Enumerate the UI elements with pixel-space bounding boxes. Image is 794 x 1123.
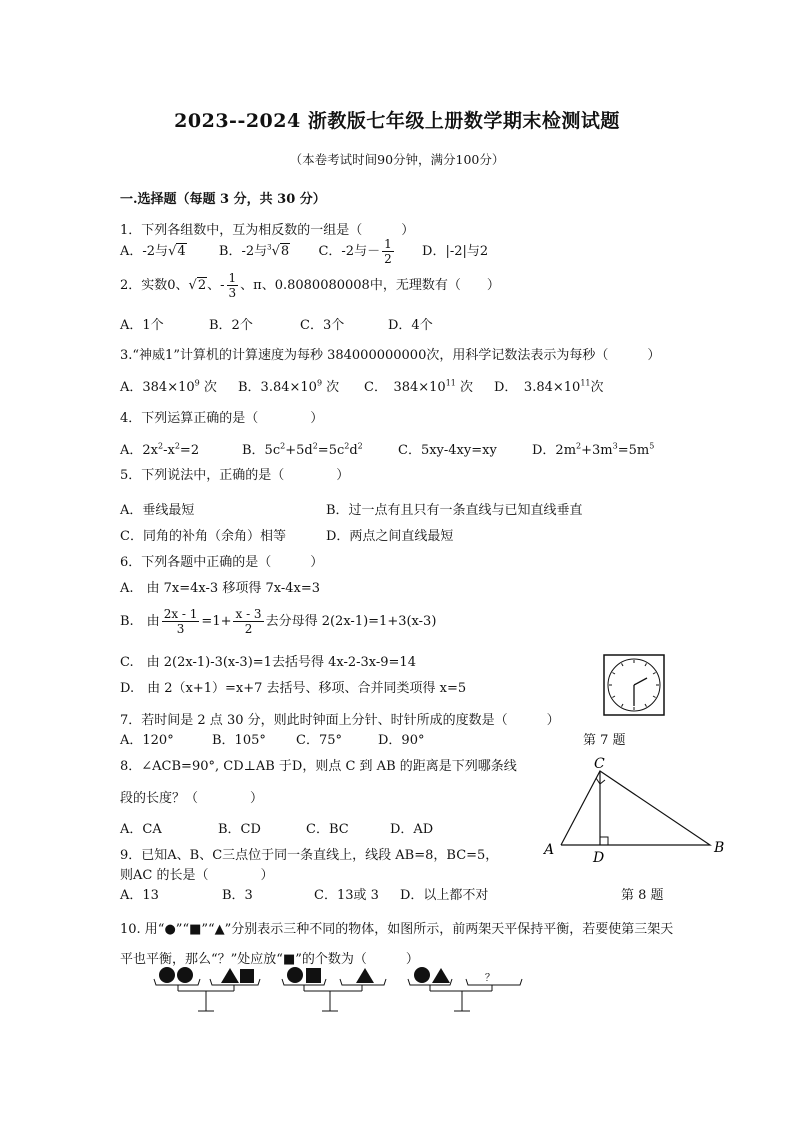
q6-option-b: B. 由 $\frac{2x - 1}{3}$ =1+ $\frac{x - 3}{2}$ 去分母得 2(2x-1)=1+3(x-3) [120,607,437,636]
q8-option-c: C．BC [306,822,349,837]
q10-stem-line2: 平也平衡，那么“？”处应放“■”的个数为（ ） [120,952,419,967]
q7-option-b: B．105° [212,733,266,748]
q2-option-c: C．3个 [300,318,345,333]
q2-option-d: D．4个 [388,318,433,333]
q5-option-b: B．过一点有且只有一条直线与已知直线垂直 [326,503,583,518]
q8-option-a: A．CA [120,822,162,837]
triangle-abc [561,771,710,845]
q5-option-a: A．垂线最短 [120,503,195,518]
label-a: A [544,842,555,858]
q6-option-c: C. 由 2(2x-1)-3(x-3)=1去括号得 4x-2-3x-9=14 [120,655,416,670]
q4-option-c: C．5xy-4xy=xy [398,443,497,458]
hour-hand [634,678,647,685]
page-subtitle: （本卷考试时间90分钟，满分100分） [289,152,505,167]
q6-option-d: D. 由 2（x+1）=x+7 去括号、移项、合并同类项得 x=5 [120,681,467,696]
q10-stem-line1: 10. 用“●”“■”“▲”分别表示三种不同的物体，如图所示，前两架天平保持平衡，若要使第三架天 [120,922,674,937]
q1-stem: 1．下列各组数中，互为相反数的一组是（ ） [120,223,415,238]
q4-option-a: A．$2x^2-x^2=2$ [120,441,200,458]
q2-stem: 2．实数0、√2、- $\frac{1}{3}$ 、π、0.8080080008中，无理数有（ ） [120,271,500,300]
balance-scales-figure [148,965,548,1015]
clock-figure [601,652,667,718]
q7-option-c: C．75° [296,733,342,748]
q4-option-b: B．$5c^2+5d^2=5c^2d^2$ [242,441,363,458]
q7-stem: 7．若时间是 2 点 30 分，则此时钟面上分针、时针所成的度数是（ ） [120,713,560,728]
label-d: D [593,850,605,866]
q7-option-a: A．120° [120,733,174,748]
triangle-object [221,968,239,983]
q8-option-b: B．CD [218,822,261,837]
triangle-object [356,968,374,983]
square-object [306,968,321,983]
q9-stem-line1: 9．已知A、B、C三点位于同一条直线上，线段 AB=8，BC=5， [120,848,499,863]
q1-option-a: A．-2与√4 [120,244,186,259]
q1-options [120,238,488,265]
q3-option-c: C． $384\times 10^{11}$ 次 [364,378,474,395]
circle-object [414,967,430,983]
balance-scale-1 [154,979,260,1011]
q9-stem-line2: 则AC 的长是（ ） [120,868,274,883]
balance-scale-3 [408,979,522,1011]
q9-option-d: D．以上都不对 [400,888,489,903]
figure-7-caption: 第 7 题 [583,733,626,748]
square-object [240,969,254,983]
q2-option-b: B．2个 [209,318,253,333]
q3-option-b: B．$3.84\times 10^9$ 次 [238,378,340,395]
figure-8-caption: 第 8 题 [621,888,664,903]
question-mark: ？ [485,973,495,984]
q3-option-a: A．$384\times 10^9$ 次 [120,378,217,395]
q1-option-b: B．-2与$^3$√8 [218,243,290,259]
q3-option-d: D． $3.84\times 10^{11}$次 [494,378,604,395]
q6-option-a: A. 由 7x=4x-3 移项得 7x-4x=3 [120,581,320,596]
q1-option-c: C．-2与－ $\frac{1}{2}$ [318,237,392,266]
q9-option-c: C．13或 3 [314,888,379,903]
q4-option-d: D．$2m^2+3m^3=5m^5$ [532,441,655,458]
q1-option-d: D．|-2|与2 [422,244,489,259]
q4-stem: 4．下列运算正确的是（ ） [120,411,324,426]
label-c: C [594,756,605,772]
section-heading: 一.选择题（每题 3 分，共 30 分） [120,192,326,207]
circle-object [177,967,193,983]
q6-stem: 6．下列各题中正确的是（ ） [120,555,324,570]
q8-stem-line1: 8．∠ACB=90°, CD⊥AB 于D，则点 C 到 AB 的距离是下列哪条线 [120,759,517,774]
circle-object [159,967,175,983]
label-b: B [714,840,725,856]
q8-option-d: D．AD [390,822,434,837]
q9-option-a: A．13 [120,888,159,903]
q5-option-c: C．同角的补角（余角）相等 [120,529,286,544]
q5-option-d: D．两点之间直线最短 [326,529,454,544]
q8-stem-line2: 段的长度？（ ） [120,791,264,806]
balance-scale-2 [282,979,386,1011]
q5-stem: 5．下列说法中，正确的是（ ） [120,468,350,483]
q9-option-b: B．3 [222,888,253,903]
page-title: 2023--2024 浙教版七年级上册数学期末检测试题 [174,110,620,132]
q3-stem: 3.“神威1”计算机的计算速度为每秒 384000000000次，用科学记数法表示为每秒（ ） [120,348,661,363]
triangle-object [432,968,450,983]
circle-object [287,967,303,983]
right-angle-mark-d [600,837,608,845]
q2-option-a: A．1个 [120,318,164,333]
q7-option-d: D．90° [378,733,425,748]
triangle-figure [540,754,730,866]
